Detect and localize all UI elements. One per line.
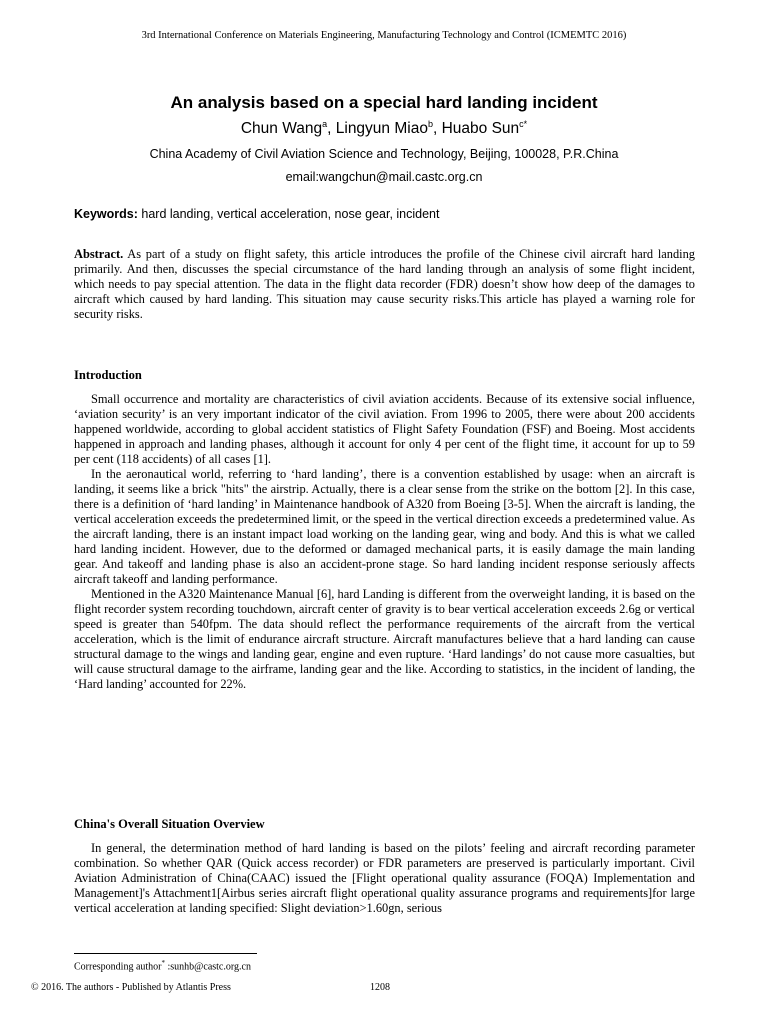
conference-header: 3rd International Conference on Materials Engineering, Manufacturing Technology and Control (ICMEMTC 2016) bbox=[141, 30, 627, 41]
footnote-label: Corresponding author bbox=[74, 961, 162, 973]
keywords bbox=[74, 207, 694, 221]
section-introduction bbox=[74, 392, 695, 692]
section-heading-introduction: Introduction bbox=[74, 368, 142, 382]
section-heading-china-overview: China's Overall Situation Overview bbox=[74, 817, 265, 831]
footnote-email: :sunhb@castc.org.cn bbox=[165, 961, 251, 973]
keywords-label: Keywords: bbox=[74, 207, 138, 221]
author-affiliation-mark: b bbox=[427, 119, 433, 129]
abstract bbox=[74, 247, 695, 322]
footnote bbox=[74, 959, 251, 972]
paragraph: Small occurrence and mortality are characteristics of civil aviation accidents. Because of its extensive social influence, ‘aviation security’ is an very important indicator of the civil aviation. From 1996 to 2005, there were about 200 accidents happened worldwide, according to global accident statistics of Flight Safety Foundation (FSF) and Boeing. Most accidents happened in approach and landing phases, although it account for only 4 per cent of the flight time, it account for up to 59 per cent (118 accidents) of all cases [1]. bbox=[74, 392, 695, 466]
footnote-mark: * bbox=[161, 959, 165, 967]
copyright: © 2016. The authors - Published by Atlantis Press bbox=[31, 982, 231, 993]
author-email: email:wangchun@mail.castc.org.cn bbox=[285, 170, 483, 184]
author-name: Chun Wang bbox=[240, 120, 323, 138]
author-affiliation-mark: c* bbox=[519, 119, 528, 129]
author-name: Lingyun Miao bbox=[335, 120, 428, 138]
paper-title: An analysis based on a special hard landing incident bbox=[170, 93, 598, 112]
keywords-text: hard landing, vertical acceleration, nose gear, incident bbox=[137, 207, 440, 221]
abstract-text: As part of a study on flight safety, this article introduces the profile of the Chinese civil aircraft hard landing primarily. And then, discusses the special circumstance of the hard landing through an analysis of some flight incident, which needs to pay special attention. The data in the flight data recorder (FDR) doesn’t show how deep of the damages to aircraft which caused by hard landing. This situation may cause security risks.This article has played a warning role for security risks. bbox=[74, 247, 695, 321]
section-china-overview bbox=[74, 841, 695, 916]
author-list: Chun Wang$^a$, Lingyun Miao$^b$, Huabo Sun$^{c*}$ bbox=[240, 119, 528, 138]
author-affiliation-mark: a bbox=[322, 119, 328, 129]
affiliation: China Academy of Civil Aviation Science and Technology, Beijing, 100028, P.R.China bbox=[149, 147, 619, 161]
paragraph: In the aeronautical world, referring to ‘hard landing’, there is a convention established by usage: when an aircraft is landing, it seems like a brick "hits" the airstrip. Actually, there is a clear sense from the strike on the bottom [2]. In this case, there is a definition of ‘hard landing’ in Maintenance handbook of A320 from Boeing [3-5]. When the aircraft is landing, the vertical acceleration exceeds the predetermined limit, or the speed in the vertical direction exceeds a predetermined value. As the aircraft landing, there is an instant impact load working on the landing gear, wing and body. And this is what we called hard landing incident. However, due to the deformed or damaged mechanical parts, it is easily damage the main landing gear. And takeoff and landing phase is also an accident-prone stage. So hard landing incident response seriously affects aircraft takeoff and landing performance. bbox=[74, 467, 695, 586]
author-name: Huabo Sun bbox=[441, 120, 520, 138]
paragraph: Mentioned in the A320 Maintenance Manual [6], hard Landing is different from the overweight landing, it is based on the flight recorder system recording touchdown, aircraft center of gravity is to bear vertical acceleration exceeds 2.6g or vertical speed is greater than 540fpm. The data should reflect the performance requirements of the aircraft from the vertical acceleration, which is the limit of endurance aircraft structure. Aircraft manufactures believe that a hard landing can cause structural damage to the wings and landing gear, engine and even rupture. ‘Hard landings’ do not cause more casualties, but will cause structural damage to the airframe, landing gear and the like. According to statistics, in the incident of landing, the ‘Hard landing’ accounted for 22%. bbox=[74, 587, 695, 691]
page-number: 1208 bbox=[370, 982, 390, 993]
abstract-label: Abstract. bbox=[74, 247, 124, 261]
footnote-rule bbox=[74, 953, 257, 954]
paragraph: In general, the determination method of hard landing is based on the pilots’ feeling and aircraft recording parameter combination. So whether QAR (Quick access recorder) or FDR parameters are preserved is particularly important. Civil Aviation Administration of China(CAAC) issued the [Flight operational quality assurance (FOQA) Implementation and Management]'s Attachment1[Airbus series aircraft flight operational quality assurance programs and requirements]for large vertical acceleration at landing specified: Slight deviation>1.60gn, serious bbox=[74, 841, 695, 915]
